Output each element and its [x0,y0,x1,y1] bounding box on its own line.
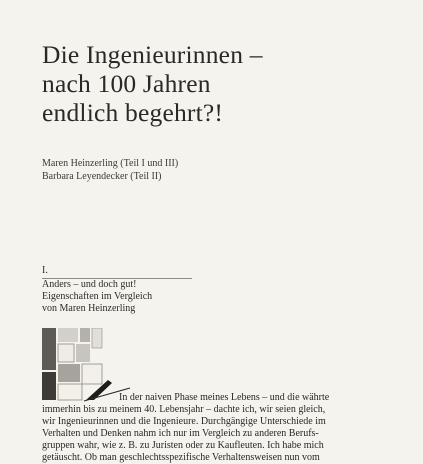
section-heading: Anders – und doch gut! [42,279,137,290]
author-line: Maren Heinzerling (Teil I und III) [42,158,179,169]
graphic-block [58,328,78,342]
section-subtitle: Eigenschaften im Vergleich [42,291,153,302]
graphic-block [58,344,74,362]
author-list [42,158,178,183]
body-line: immerhin bis zu meinem 40. Lebensjahr – dachte ich, wir seien gleich, [42,404,326,415]
chapter-title [42,40,402,127]
section-number: I. [42,265,48,276]
body-line: In der naiven Phase meines Lebens – und die währte [119,392,330,403]
graphic-block [42,328,56,370]
title-line: endlich begehrt?! [42,98,224,127]
graphic-block [80,328,90,342]
body-line: getäuscht. Ob man geschlechtsspezifische Verhaltensweisen nun vom [42,452,320,463]
title-line: Die Ingenieurinnen – [42,40,263,69]
body-line: wir Ingenieurinnen und die Ingenieure. Durchgängige Unterschiede im [42,416,326,427]
graphic-block [76,344,90,362]
graphic-block [58,364,80,382]
section-byline: von Maren Heinzerling [42,303,136,314]
section-header [42,265,192,315]
graphic-block [92,328,102,348]
title-line: nach 100 Jahren [42,69,211,98]
body-line: gruppen wahr, wie z. B. zu Juristen oder zu Kaufleuten. Ich habe mich [42,440,324,451]
body-text [42,392,370,464]
graphic-block [82,364,102,384]
body-line: Verhalten und Denken nahm ich nur im Vergleich zu anderen Berufs- [42,428,319,439]
author-line: Barbara Leyendecker (Teil II) [42,170,162,182]
